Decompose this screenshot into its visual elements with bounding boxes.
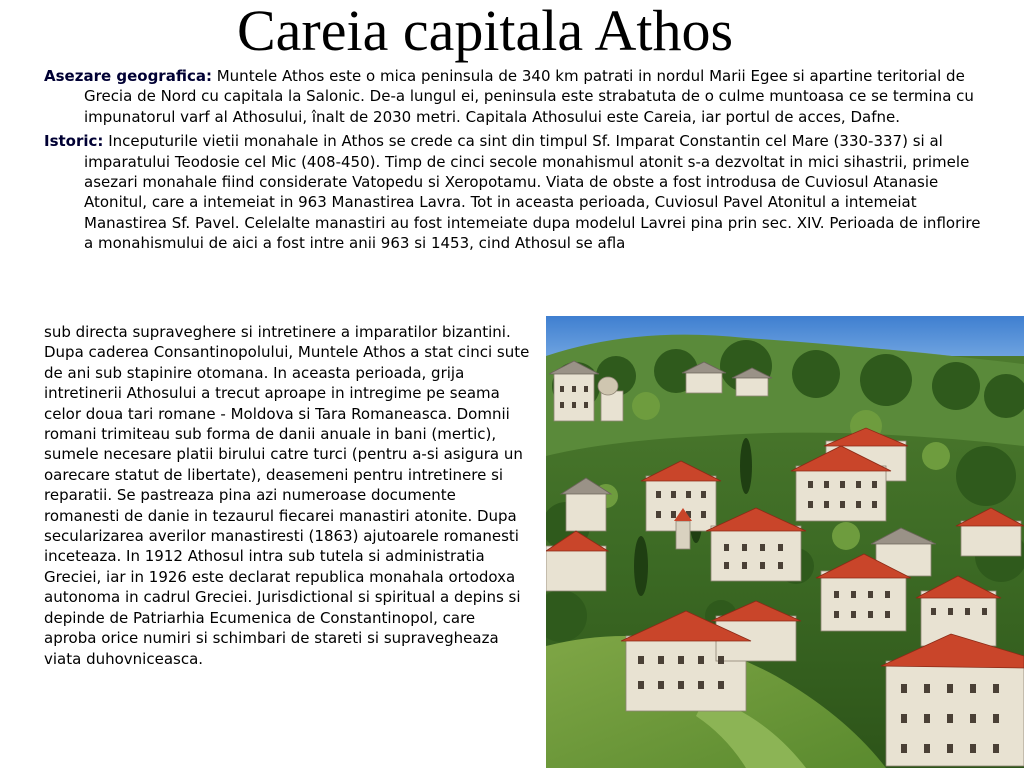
bullet-label: Istoric: [44,132,104,151]
continuation-text: sub directa supraveghere si intretinere a imparatilor bizantini. Dupa caderea Consantinopolului, Muntele Athos a stat cinci sute de ani sub stapinire otomana. In aceasta perioada, grija intretinerii Athosului a trecut aproape in intregime pe seama celor doua tari romane - Moldova si Tara Romaneasca. Domnii romani trimiteau sub forma de danii anuale in bani (mertic), sumele necesare platii birului catre turci (pentru a-si asigura un oarecare statut de libertate), deasemeni pentru intretinere si reparatii. Se pastreaza pina azi numeroase documente romanesti de danie in tezaurul fiecarei manastiri atonite. Dupa secularizarea averilor manastiresti (1863) ajutoarele romanesti inceteaza. In 1912 Athosul intra sub tutela si administratia Greciei, iar in 1926 este declarat republica monahala ortodoxa autonoma in cadrul Greciei. Jurisdictional si spiritual a depins si depinde de Patriarhia Ecumenica de Constantinopol, care aproba orice numiri si schimbari de stareti si supravegheaza viata duhovniceasca. [44,323,530,668]
bullet-list [44,66,984,258]
bullet-text: Muntele Athos este o mica peninsula de 340 km patrati in nordul Marii Egee si apartine teritorial de Grecia de Nord cu capitala la Salonic. De-a lungul ei, peninsula este strabatuta de o culme muntoasa ce se termina cu impunatorul varf al Athosului, înalt de 2030 metri. Capitala Athosului este Careia, iar portul de acces, Dafne. [84,67,974,126]
bullet-text: Inceputurile vietii monahale in Athos se crede ca sint din timpul Sf. Imparat Constantin cel Mare (330-337) si al imparatului Teodosie cel Mic (408-450). Timp de cinci secole monahismul atonit s-a dezvoltat in mici sihastrii, primele asezari monahale fiind considerate Vatopedu si Xeropotamu. Viata de obste a fost introdusa de Cuviosul Atanasie Atonitul, care a intemeiat in 963 Manastirea Lavra. Tot in aceasta perioada, Cuviosul Pavel Atonitul a intemeiat Manastirea Sf. Pavel. Celelalte manastiri au fost intemeiate dupa modelul Lavrei pina prin sec. XIV. Perioada de inflorire a monahismului de aici a fost intre anii 963 si 1453, cind Athosul se afla [84,132,981,253]
slide-title: Careia capitala Athos [236,0,734,63]
bullet-label: Asezare geografica: [44,67,212,85]
bullet-asezare-geografica [44,66,984,127]
athos-village-photo [546,316,1024,768]
bullet-istoric [44,131,984,253]
